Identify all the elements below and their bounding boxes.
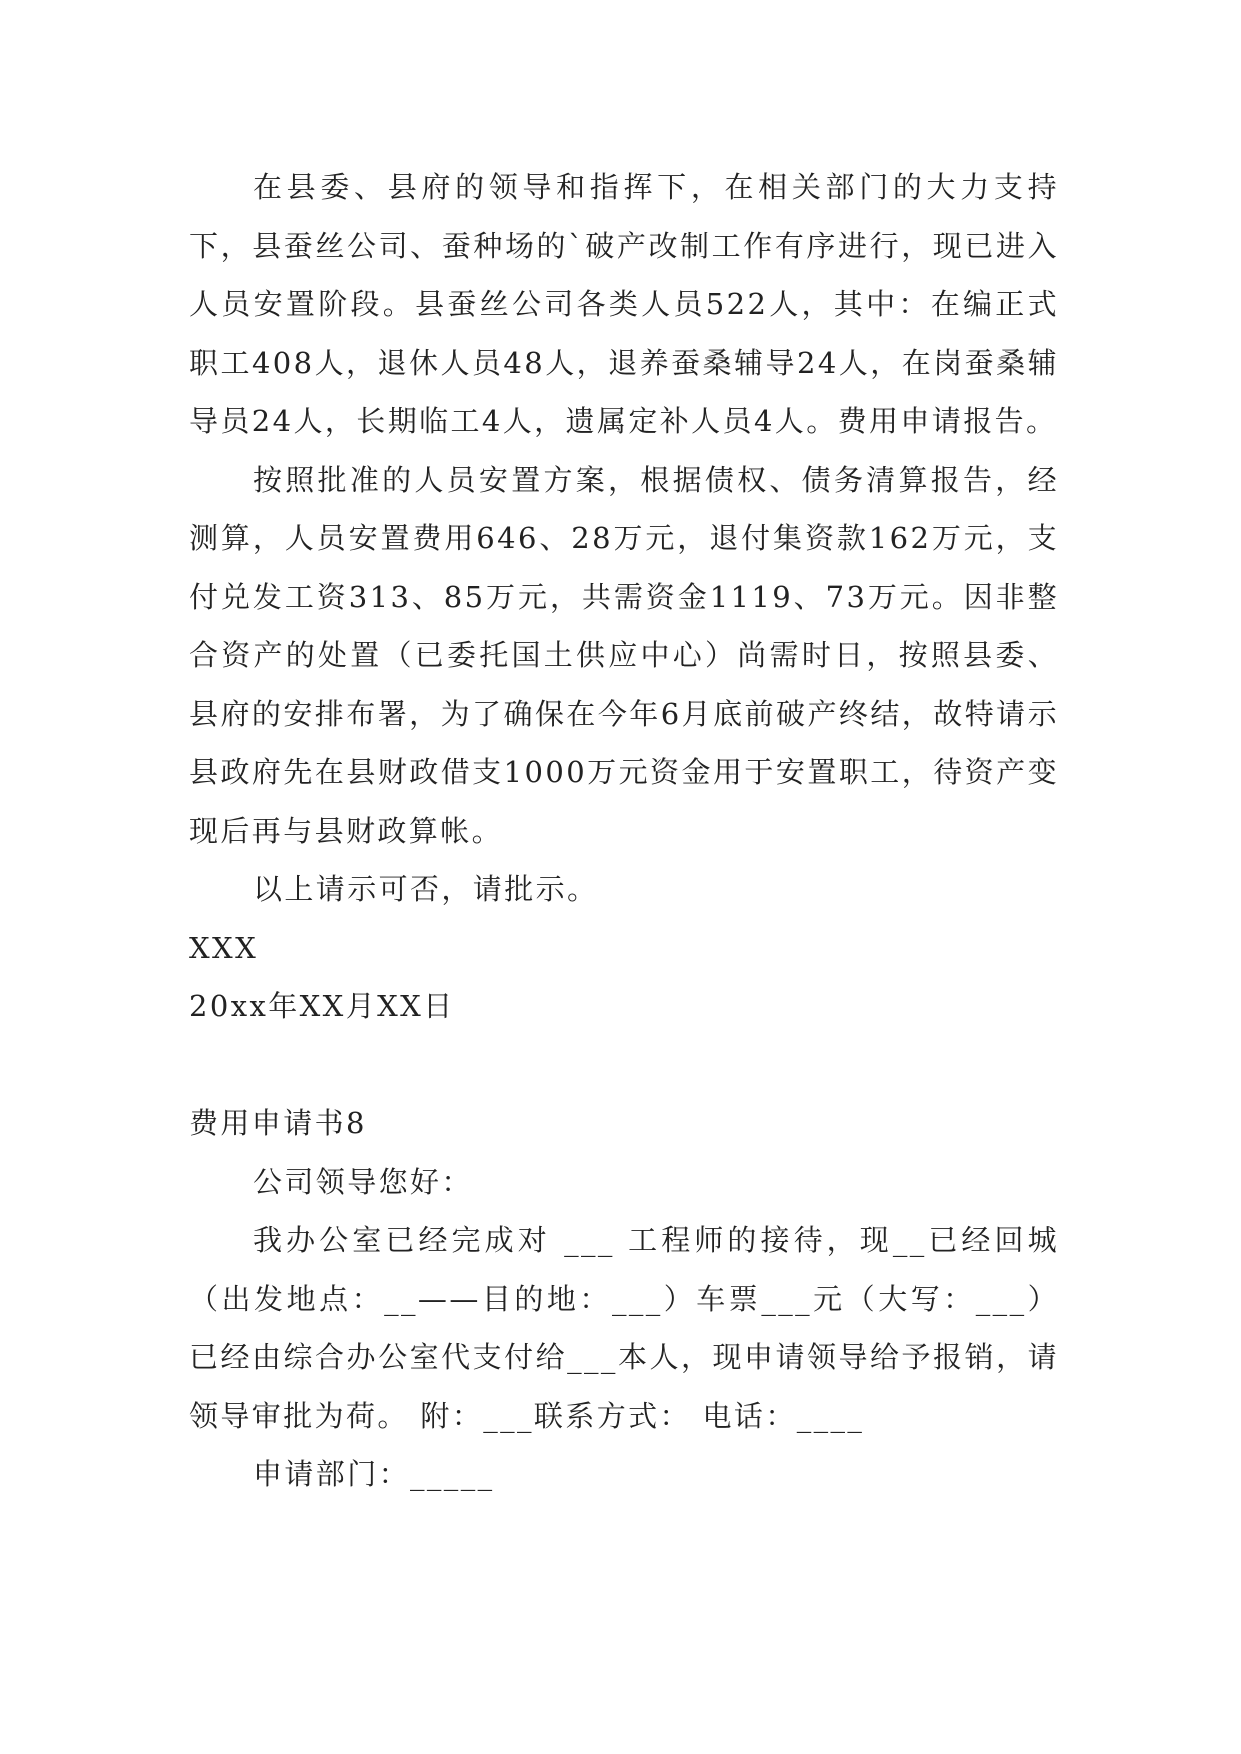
closing-request: 以上请示可否，请批示。 [253,872,599,906]
greeting: 公司领导您好： [253,1164,473,1199]
document-body [189,158,1059,1504]
body-paragraph: 我办公室已经完成对 ___ 工程师的接待，现__已经回城（出发地点：__——目的地：___）车票___元（大写：___）已经由综合办公室代支付给___本人，现申请领导给予报销，请领导审批为荷。 附：___联系方式： 电话：____ [189,1223,1059,1433]
date-line: 20xx年XX月XX日 [189,989,455,1023]
section-spacer [189,1036,1059,1095]
body-paragraph: 在县委、县府的领导和指挥下，在相关部门的大力支持下，县蚕丝公司、蚕种场的`破产改制工作有序进行，现已进入人员安置阶段。县蚕丝公司各类人员522人，其中：在编正式职工408人，退休人员48人，退养蚕桑辅导24人，在岗蚕桑辅导员24人，长期临工4人，遗属定补人员4人。费用申请报告。 [189,170,1059,438]
department-line: 申请部门：_____ [253,1457,495,1491]
section-heading: 费用申请书8 [189,1106,367,1140]
signature: XXX [189,930,259,965]
body-paragraph: 按照批准的人员安置方案，根据债权、债务清算报告，经测算，人员安置费用646、28万元，退付集资款162万元，支付兑发工资313、85万元，共需资金1119、73万元。因非整合资产的处置（已委托国土供应中心）尚需时日，按照县委、县府的安排布署，为了确保在今年6月底前破产终结，故特请示县政府先在县财政借支1000万元资金用于安置职工，待资产变现后再与县财政算帐。 [189,462,1059,848]
